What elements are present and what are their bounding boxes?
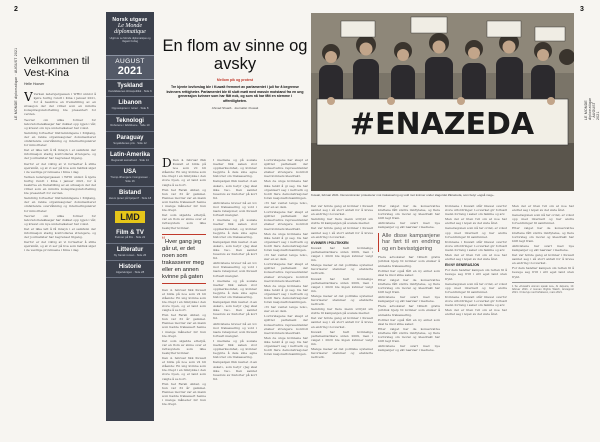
article-paragraph: Lovforslagene har skapt et splittet parlament der konservative representanter ønsker strengere kontroll med kvinners klesdrakt. xyxy=(264,210,308,231)
welcome-paragraph: Derfor er det viktig at vi fortsetter å stille spørsmål, og at vi ser på hva som faktisk skjer i de vestlige provinsene i Kina i dag. xyxy=(24,161,96,174)
running-head-right: LE MONDE diplomatique · AUGUST 2021 xyxy=(584,97,600,120)
article-paragraph: Kampanjen fikk navnet «Lan Asket», som betyr «Jeg skal ikke tie». Den samlet tusenvis av historier på kort tid. xyxy=(213,239,257,261)
main-article-header xyxy=(162,38,308,110)
article-paragraph: Men det er liten tvil om at noe har endret seg i løpet av det siste året. xyxy=(512,204,574,213)
article-paragraph: Aktivistene krever nå en lov mot trakassering og vold i nære relasjoner, som Kuwait fortsatt mangler. xyxy=(213,261,257,278)
article-paragraph: Etter valget har de konservative kreftene fått større innflytelse, og flere lovforslag om moral og klesdrakt har blitt lagt fram. xyxy=(378,277,440,295)
article-paragraph: Etter valget har de konservative kreftene fått større innflytelse, og flere lovforslag om moral og klesdrakt har blitt lagt fram. xyxy=(512,226,574,243)
sidebar-section-subtitle: Regionalt samarbeid · Side 14 xyxy=(111,157,149,162)
article-paragraph: Det var første gang at kvinner i Kuwait samlet seg i så stort antall for å kreve en endring i lovverket. xyxy=(311,226,373,239)
sidebar-section-heading: USA xyxy=(123,169,137,176)
sidebar-sections xyxy=(106,80,154,205)
sidebar-section xyxy=(106,166,154,187)
drop-cap: D xyxy=(162,158,172,170)
article-paragraph: Etter valget har de konservative kreftene fått større innflytelse, og flere lovforslag om moral og klesdrakt har blitt lagt fram. xyxy=(378,326,440,344)
right-column-1 xyxy=(311,204,373,422)
masthead-logo xyxy=(106,12,154,56)
sidebar-section-subtitle: Trump-tilhengere i kongressen · Side 16 xyxy=(110,175,150,183)
right-column-3 xyxy=(445,204,507,422)
welcome-paragraph: Det er ikke lett å få innsyn i et samfunn der informasjon stadig kontrolleres strengere, og der journalister har begrenset tilgang. xyxy=(24,148,96,161)
article-paragraph: Generasjonen som nå tar ordet, er vokst opp med internett og har andre forventninger til samfunnet. xyxy=(512,213,574,226)
footnotes: 1 Se «Kuwait's women speak out», Al Jazeera, 10. februar 2021. 2 Human Rights Watch, årsrapport 2021. 3 Intervju med forfatteren, mars 2021. xyxy=(512,282,574,295)
article-paragraph: I mediene og på sosiale medier fikk saken stor oppmerksomhet, og kvinner begynte å dele sine egne historier om trakassering. xyxy=(213,338,257,360)
quote-mark-icon: “ xyxy=(162,234,165,245)
protest-photo xyxy=(311,13,574,191)
sidebar-section-heading: Bistand xyxy=(118,190,141,197)
article-paragraph: Hun het Farah Akbar, og hun var 32 år gammel. Hennes morder var en mann som hadde trakassert henne i mange måneder før hun ble drept. xyxy=(162,381,206,407)
page-number-left: 2 xyxy=(14,6,18,13)
article-paragraph: For dem handler kampen om retten til å bevege seg fritt i sitt eget land uten frykt. xyxy=(512,266,574,279)
article-paragraph: «Vi har ventet lenge nok», sier en av dem. xyxy=(264,253,308,262)
article-paragraph: Mange mener at det politiske systemet favoriserer stammer og etablerte nettverk. xyxy=(311,263,373,276)
sidebar-section-heading: Litteratur xyxy=(116,246,144,253)
issue-month: AUGUST xyxy=(106,56,154,65)
sidebar-extra-sections xyxy=(106,227,154,279)
sidebar-section-heading: Historie xyxy=(118,264,142,271)
protest-photo-illustration xyxy=(311,13,574,191)
article-paragraph: Den 4. februar fikk Kuwait et bilde på noe som vil bli stående: En ung kvinne som ble drept i en bilulykke i den store byen, og et land som valgte å se bort. xyxy=(162,356,206,381)
article-paragraph: Aktivistene krever nå en lov mot trakassering og vold i nære relasjoner, som Kuwait fortsatt mangler. xyxy=(213,200,257,218)
sidebar-section xyxy=(106,149,154,166)
welcome-paragraph: Samtidig fortsetter tilstramningene i Xinjiang, der en rekke organisasjoner dokumenterer omfattende overvåkning og interneringsleirer for minoriteter. xyxy=(24,196,96,213)
article-author: Ahmad Shuaib · Journalist i Kuwait xyxy=(211,106,259,111)
article-paragraph: Generasjonen som nå tar ordet, er vokst opp med internett og har andre forventninger til samfunnet. xyxy=(445,226,507,239)
article-paragraph: Etter valget har de konservative kreftene fått større innflytelse, og flere lovforslag om moral og klesdrakt har blitt lagt fram. xyxy=(378,204,440,221)
pull-quote xyxy=(162,234,206,284)
welcome-paragraph: Derfor er det viktig at vi fortsetter å stille spørsmål, og at vi ser på hva som faktisk skjer i de vestlige provinsene i Kina i dag. xyxy=(24,240,96,253)
article-paragraph: Kuwait har hatt kvinnelige parlamentarikere siden 2009, men i valget i 2020 ble ingen kvinner valgt inn. xyxy=(311,329,373,346)
pull-quote-text: Hver gang jeg går ut, er det noen som trakasserer meg eller en annen kvinne på gaten xyxy=(162,238,204,280)
article-paragraph: Men det er liten tvil om at noe har endret seg i løpet av det siste året. xyxy=(445,217,507,226)
article-column-1 xyxy=(162,158,206,418)
logo-name: Le Monde diplomatique xyxy=(114,23,146,35)
article-paragraph: For dem handler kampen om retten til å bevege seg fritt i sitt eget land uten frykt. xyxy=(445,268,507,281)
article-paragraph: Det som skjedde etterpå, var en flom av sinne over et rettssystem som ikke beskytter kvinner. xyxy=(162,213,206,230)
article-paragraph: Kvinnene i Kuwait står likevel overfor store utfordringer. Lovverket gir fortsatt menn forrang i saker om familie og arv. xyxy=(445,239,507,252)
article-paragraph: Kvinnene i Kuwait står likevel overfor store utfordringer. Lovverket gir fortsatt menn forrang i saker om familie og arv. xyxy=(445,294,507,308)
banner-text: #ENAZEDA xyxy=(349,107,535,142)
sidebar-section xyxy=(106,244,154,261)
article-headline: En flom av sinne og avsky xyxy=(162,37,308,73)
sidebar-section-subtitle: Algeriekrigen · Side 28 xyxy=(115,269,145,274)
welcome-title: Velkommen til Vest-Kina xyxy=(24,55,90,79)
article-paragraph: Men de unge kvinnene har ikke tenkt å gi seg. De har organisert seg i nettverk og holdt flere demonstrasjoner foran nasjonalforsamlingen. xyxy=(264,335,308,357)
sidebar-section-heading: Latin-Amerika xyxy=(109,152,150,159)
article-paragraph: Kvinnene i Kuwait står likevel overfor store utfordringer. Lovverket gir fortsatt menn forrang i saker om familie og arv. xyxy=(445,204,507,217)
article-paragraph: Samtidig har flere menn uttrykt sin støtte til kampanjen på sosiale medier. xyxy=(311,307,373,316)
article-paragraph: «Vi har ventet lenge nok», sier en av dem. xyxy=(264,305,308,314)
article-paragraph: Den 4. februar fikk Kuwait et bilde på noe som vil bli stående: En ung kvinne som ble drept i en bilulykke i den store byen, og et land som valgte å se bort. xyxy=(162,158,206,187)
article-paragraph: Hun het Farah Akbar, og hun var 32 år gammel. Hennes morder var en mann som hadde trakassert henne i mange måneder før hun ble drept. xyxy=(162,187,206,213)
sidebar-section-subtitle: Robotene i fabrikkene · Side 10 xyxy=(110,123,150,128)
article-paragraph: Mange mener at det politiske systemet favoriserer stammer og etablerte nettverk. xyxy=(311,293,373,307)
sidebar-section-heading: Teknologi xyxy=(116,117,144,124)
article-tag: Mellom pik og protest xyxy=(216,78,254,82)
article-paragraph: Men de unge kvinnene har ikke tenkt å gi seg. De har organisert seg i nettverk og holdt flere demonstrasjoner foran nasjonalforsamlingen. xyxy=(264,179,308,200)
welcome-byline: Helle Hoover xyxy=(24,82,45,86)
welcome-paragraph: Det er ikke lett å få innsyn i et samfunn der informasjon stadig kontrolleres strengere, og der journalister har begrenset tilgang. xyxy=(24,226,96,240)
article-paragraph: Aktivistene har svart med nye kampanjer og økt nærvær i mediene. xyxy=(378,221,440,230)
sidebar-section xyxy=(106,115,154,132)
article-paragraph: Men de unge kvinnene har ikke tenkt å gi seg. De har organisert seg i nettverk og holdt flere demonstrasjoner foran nasjonalforsamlingen. xyxy=(264,283,308,305)
sidebar-section-heading: Paraguay xyxy=(116,134,144,141)
welcome-paragraph: Teorier om ulike former for laboratorielekkasjer har dukket opp igjen i vår, og kravet om nye undersøkelser har vokst. xyxy=(24,213,96,226)
article-paragraph: Det var første gang at kvinner i Kuwait samlet seg i så stort antall for å kreve en endring i lovverket. xyxy=(311,204,373,217)
pull-quote-right: Alle disse kampanjene har ført til en endring og en bevisstgjøring xyxy=(378,233,440,253)
article-paragraph: Aktivistene krever nå en lov mot trakassering og vold i nære relasjoner, som Kuwait fortsatt mangler. xyxy=(213,321,257,338)
article-paragraph: Generasjonen som nå tar ordet, er vokst opp med internett og har andre forventninger til samfunnet. xyxy=(445,281,507,294)
crosshead: KVINNER I POLITIKKEN xyxy=(311,240,349,245)
article-paragraph: Det var første gang at kvinner i Kuwait samlet seg i så stort antall for å kreve en endring i lovverket. xyxy=(311,316,373,329)
article-paragraph: Samtidig har flere menn uttrykt sin støtte til kampanjen på sosiale medier. xyxy=(311,217,373,226)
welcome-paragraph: Teorier om ulike former for laboratorielekkasjer har dukket opp igjen i vår, og kravet om nye undersøkelser har vokst. xyxy=(24,117,96,130)
article-paragraph: «Vi har ventet lenge nok», sier en av dem. xyxy=(264,200,308,210)
article-paragraph: Mange mener at det politiske systemet favoriserer stammer og etablerte nettverk. xyxy=(311,347,373,360)
article-paragraph: Men de unge kvinnene har ikke tenkt å gi seg. De har organisert seg i nettverk og holdt flere demonstrasjoner foran nasjonalforsamlingen. xyxy=(264,231,308,252)
article-paragraph: Flere advokater har tilbudt gratis juridisk hjelp til kvinner som ønsker å anmelde trakassering. xyxy=(378,304,440,317)
article-column-2 xyxy=(213,158,257,418)
article-paragraph: Aktivistene har svart med nye kampanjer og økt nærvær i mediene. xyxy=(378,295,440,304)
sidebar-section xyxy=(106,80,154,97)
sidebar-section-subtitle: Soyafeltenes pris · Side 12 xyxy=(113,140,147,145)
article-column-3 xyxy=(264,158,308,418)
article-paragraph: Lovforslagene har skapt et splittet parlament der konservative representanter ønsker strengere kontroll med kvinners klesdrakt. xyxy=(264,262,308,283)
lmd-badge: LMD xyxy=(115,211,145,223)
sidebar-section-heading: Libanon xyxy=(118,100,142,107)
article-paragraph: Politiet har også fått en ny enhet som skal ta imot slike saker. xyxy=(378,268,440,277)
article-paragraph: Kuwait har hatt kvinnelige parlamentarikere siden 2009, men i valget i 2020 ble ingen kvinner valgt inn. xyxy=(311,276,373,293)
article-paragraph: Det var første gang at kvinner i Kuwait samlet seg i så stort antall for å kreve en endring i lovverket. xyxy=(512,253,574,266)
crosshead: EN NY GENERASJON xyxy=(445,263,480,268)
article-paragraph: Kampanjen fikk navnet «Lan Asket», som betyr «Jeg skal ikke tie». Den samlet tusenvis av historier på kort tid. xyxy=(213,179,257,200)
welcome-paragraph: Samtidig fortsetter tilstramningene i Xinjiang, der en rekke organisasjoner dokumenterer omfattende overvåkning og interneringsleirer for minoriteter. xyxy=(24,130,96,148)
sidebar-section-subtitle: Ny fransk roman · Side 26 xyxy=(113,252,147,257)
contents-sidebar xyxy=(106,12,154,421)
article-paragraph: Men det er liten tvil om at noe har endret seg i løpet av det siste året. xyxy=(445,253,507,262)
sidebar-section-heading: Film & TV xyxy=(116,229,144,236)
article-paragraph: Hun het Farah Akbar, og hun var 32 år gammel. Hennes morder var en mann som hadde trakassert henne i mange måneder før hun ble drept. xyxy=(162,313,206,338)
sidebar-section-subtitle: Hvem tjener på hjelpen? · Side 18 xyxy=(108,196,152,201)
welcome-column xyxy=(24,56,96,442)
sidebar-section-subtitle: Kandidatenes klimapolitikk · Side 6 xyxy=(108,88,152,93)
issue-year: 2021 xyxy=(106,65,154,80)
article-paragraph: Lovforslagene har skapt et splittet parlament der konservative representanter ønsker strengere kontroll med kvinners klesdrakt. xyxy=(264,158,308,179)
article-paragraph: Aktivistene har svart med nye kampanjer og økt nærvær i mediene. xyxy=(378,344,440,353)
article-paragraph: I mediene og på sosiale medier fikk saken stor oppmerksomhet, og kvinner begynte å dele sine egne historier om trakassering. xyxy=(213,218,257,239)
drop-cap: V xyxy=(24,92,33,104)
welcome-paragraph: Verken ledersjergassen i WHO unnlot å kjøre hurtig rundt i Kina i januar 2021, for å beskrive en fremstilling av en situasjon der det virket som en mindre konspirasjonsfortelling ble presentert for verden. xyxy=(24,92,96,117)
welcome-paragraph: Verken ledersjergassen i WHO unnlot å kjøre hurtig rundt i Kina i januar 2021, for å beskrive en fremstilling av en situasjon der det virket som en mindre konspirasjonsfortelling ble presentert for verden. xyxy=(24,174,96,196)
sidebar-section xyxy=(106,187,154,204)
sidebar-section xyxy=(106,227,154,244)
article-paragraph: Kampanjen fikk navnet «Lan Asket», som betyr «Jeg skal ikke tie». Den samlet tusenvis av historier på kort tid. xyxy=(213,360,257,381)
sidebar-section-subtitle: Kvinner på film · Side 22 xyxy=(114,235,146,240)
logo-tagline: Utgitt av Le Monde diplomatique og Vagant Forlag xyxy=(109,37,151,44)
sidebar-section-subtitle: Opposisjonen i ruiner · Side 8 xyxy=(111,106,149,111)
article-paragraph: I mediene og på sosiale medier fikk saken stor oppmerksomhet, og kvinner begynte å dele sine egne historier om trakassering. xyxy=(213,158,257,179)
welcome-body xyxy=(24,92,96,442)
right-column-2 xyxy=(378,204,440,422)
article-paragraph: Kuwait har hatt kvinnelige parlamentarikere siden 2009, men i valget i 2020 ble ingen kvinner valgt inn. xyxy=(311,245,373,263)
article-paragraph: Lovforslagene har skapt et splittet parlament der konservative representanter ønsker strengere kontroll med kvinners klesdrakt. xyxy=(264,314,308,335)
article-paragraph: Aktivistene har svart med nye kampanjer og økt nærvær i mediene. xyxy=(512,243,574,252)
article-paragraph: Kampanjen fikk navnet «Lan Asket», som betyr «Jeg skal ikke tie». Den samlet tusenvis av historier på kort tid. xyxy=(213,300,257,321)
page-number-right: 3 xyxy=(580,6,584,13)
article-paragraph: Det som skjedde etterpå, var en flom av sinne over et rettssystem som ikke beskytter kvinner. xyxy=(162,338,206,355)
photo-caption: Kuwait, februar 2021. Demonstranter protesterer mot trakassering og vold mot kvinner under slagordet #Enazeda, som betyr «også meg». xyxy=(311,193,495,197)
logo-edition: Norsk utgave xyxy=(112,17,148,23)
right-column-4 xyxy=(512,204,574,422)
sidebar-section xyxy=(106,97,154,114)
sidebar-section-heading: Tyskland xyxy=(117,83,143,89)
running-head-left: LE MONDE diplomatique · AUGUST 2021 xyxy=(14,47,18,120)
article-paragraph: Politiet har også fått en ny enhet som skal ta imot slike saker. xyxy=(378,317,440,326)
article-lead: Tre kjente lovforslag ble i Kuwait fremmet av parlamentet i juli for å begrense kvinners rettigheter. Parlamentet ble til slutt møtt med massiv motstand fra en ung generasjon kvinner som har fått nok, og som nå har fått en stemme i offentligheten. xyxy=(166,85,304,103)
article-paragraph: Den 4. februar fikk Kuwait et bilde på noe som vil bli stående: En ung kvinne som ble drept i en bilulykke i den store byen, og et land som valgte å se bort. xyxy=(162,287,206,313)
sidebar-section xyxy=(106,261,154,278)
sidebar-section xyxy=(106,132,154,149)
article-paragraph: Flere advokater har tilbudt gratis juridisk hjelp til kvinner som ønsker å anmelde trakassering. xyxy=(378,255,440,268)
article-paragraph: Men det er liten tvil om at noe har endret seg i løpet av det siste året. xyxy=(445,308,507,317)
article-paragraph: I mediene og på sosiale medier fikk saken stor oppmerksomhet, og kvinner begynte å dele sine egne historier om trakassering. xyxy=(213,278,257,299)
